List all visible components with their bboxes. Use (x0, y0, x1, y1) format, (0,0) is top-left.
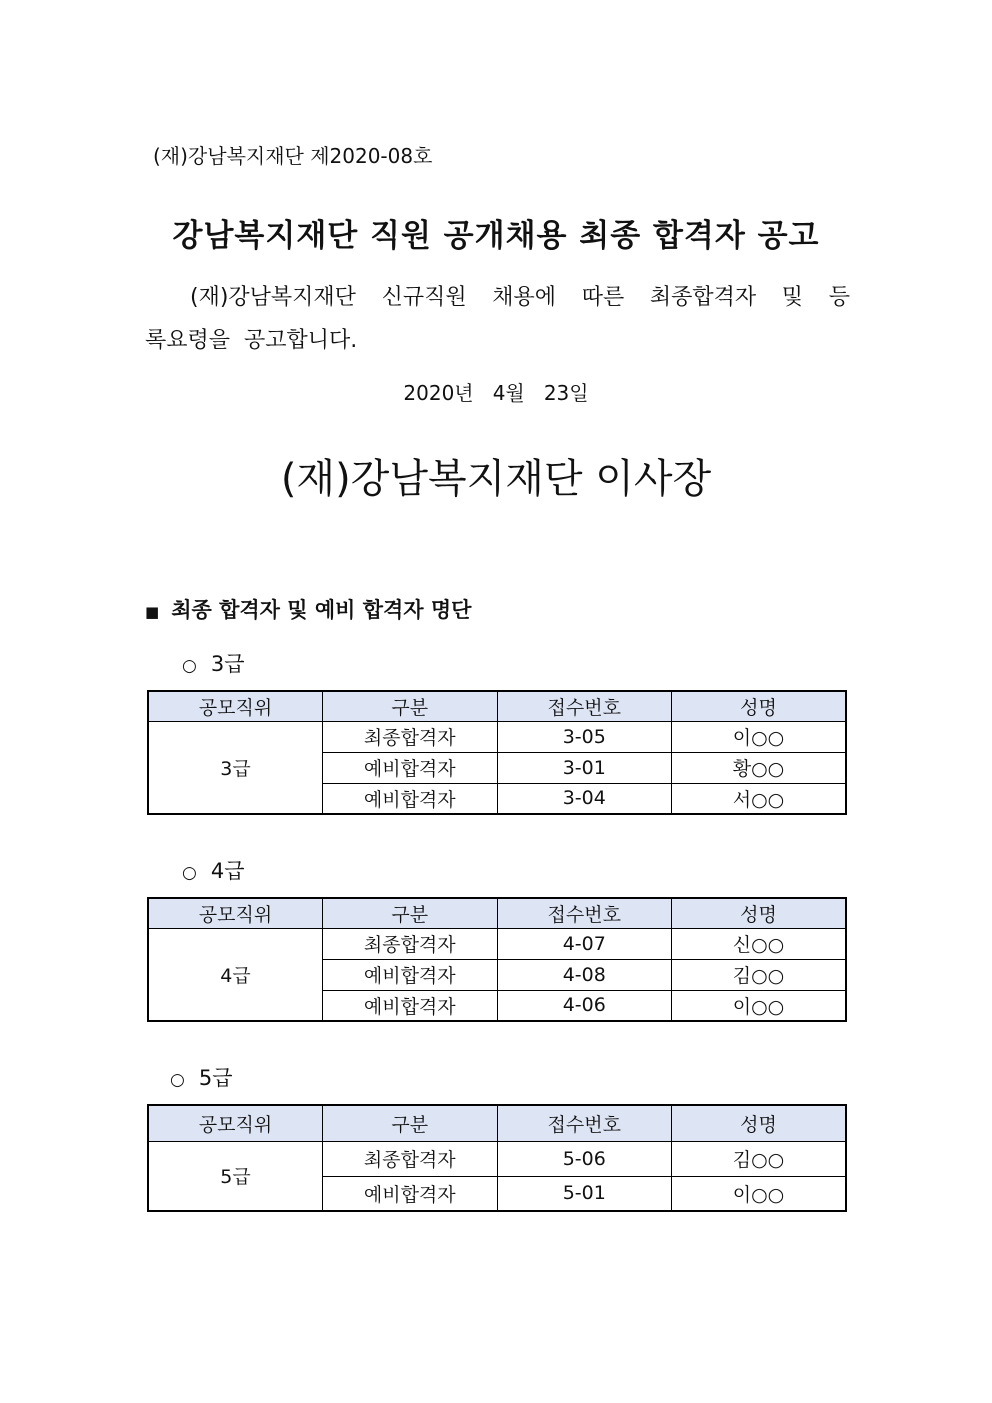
page-title: 강남복지재단 직원 공개채용 최종 합격자 공고 (172, 218, 820, 254)
number-cell: 3-04 (497, 783, 672, 814)
number-cell: 3-05 (497, 721, 672, 752)
number-cell: 4-06 (497, 990, 672, 1021)
table-row (148, 721, 846, 752)
type-cell: 예비합격자 (323, 959, 498, 990)
notice-body-word: 신규직원 (381, 285, 467, 310)
position-cell: 5급 (148, 1141, 323, 1211)
name-cell: 이○○ (672, 1176, 847, 1211)
header-type: 구분 (323, 898, 498, 928)
section-title: 최종 합격자 및 예비 합격자 명단 (171, 598, 472, 622)
name-cell: 이○○ (672, 990, 847, 1021)
notice-body-word: 채용에 (492, 285, 557, 310)
grade-label: 4급 (210, 859, 245, 883)
notice-body-word: 등 (828, 285, 850, 310)
type-cell: 예비합격자 (323, 783, 498, 814)
header-number: 접수번호 (497, 691, 672, 721)
square-bullet-icon: ■ (145, 603, 160, 621)
issuer-name: (재)강남복지재단 이사장 (280, 456, 712, 502)
name-cell: 김○○ (672, 959, 847, 990)
header-position: 공모직위 (148, 691, 323, 721)
grade-label: 5급 (198, 1066, 233, 1090)
header-number: 접수번호 (497, 898, 672, 928)
name-cell: 김○○ (672, 1141, 847, 1176)
name-cell: 서○○ (672, 783, 847, 814)
header-type: 구분 (323, 1105, 498, 1141)
type-cell: 최종합격자 (323, 1141, 498, 1176)
header-position: 공모직위 (148, 1105, 323, 1141)
number-cell: 3-01 (497, 752, 672, 783)
notice-body-word: (재)강남복지재단 (190, 285, 356, 310)
header-name: 성명 (672, 898, 847, 928)
result-table-grade-3 (147, 690, 847, 815)
name-cell: 이○○ (672, 721, 847, 752)
notice-body-word: 및 (781, 285, 804, 310)
notice-body-word: 따른 (581, 285, 625, 310)
name-cell: 신○○ (672, 928, 847, 959)
name-cell: 황○○ (672, 752, 847, 783)
document-number: (재)강남복지재단 제2020-08호 (153, 144, 433, 168)
result-table-grade-5 (147, 1104, 847, 1212)
notice-date: 2020년 4월 23일 (403, 381, 589, 405)
grade-heading-3 (182, 648, 245, 678)
notice-body-line-2: 록요령을 공고합니다. (145, 328, 358, 353)
type-cell: 예비합격자 (323, 1176, 498, 1211)
header-name: 성명 (672, 691, 847, 721)
position-cell: 3급 (148, 721, 323, 814)
number-cell: 4-07 (497, 928, 672, 959)
header-type: 구분 (323, 691, 498, 721)
number-cell: 5-01 (497, 1176, 672, 1211)
type-cell: 최종합격자 (323, 721, 498, 752)
circle-bullet-icon: ○ (170, 1070, 185, 1090)
number-cell: 5-06 (497, 1141, 672, 1176)
result-table-grade-4 (147, 897, 847, 1022)
section-heading (145, 594, 471, 624)
position-cell: 4급 (148, 928, 323, 1021)
circle-bullet-icon: ○ (182, 656, 197, 676)
table-row (148, 1141, 846, 1176)
type-cell: 예비합격자 (323, 752, 498, 783)
number-cell: 4-08 (497, 959, 672, 990)
grade-heading-4 (182, 855, 245, 885)
notice-body-word: 최종합격자 (649, 285, 757, 310)
type-cell: 예비합격자 (323, 990, 498, 1021)
table-row (148, 928, 846, 959)
circle-bullet-icon: ○ (182, 863, 197, 883)
type-cell: 최종합격자 (323, 928, 498, 959)
grade-heading-5 (170, 1062, 233, 1092)
header-position: 공모직위 (148, 898, 323, 928)
header-name: 성명 (672, 1105, 847, 1141)
grade-label: 3급 (210, 652, 245, 676)
notice-body-line-1 (190, 280, 850, 311)
header-number: 접수번호 (497, 1105, 672, 1141)
